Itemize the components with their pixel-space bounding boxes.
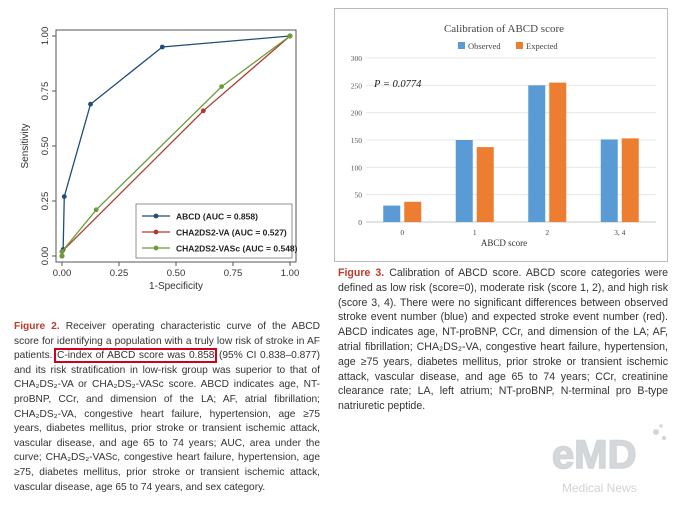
watermark-dot-icon (659, 424, 663, 428)
roc-legend-marker (154, 214, 159, 219)
calibration-y-tick-label: 200 (350, 108, 362, 118)
roc-series-point-2 (60, 249, 65, 254)
calibration-bar-expected (404, 202, 421, 222)
calibration-legend-swatch (458, 42, 465, 49)
calibration-category-label: 1 (472, 228, 477, 237)
calibration-bar-observed (528, 85, 545, 222)
roc-legend-label: CHA2DS2-VASc (AUC = 0.548) (176, 243, 298, 254)
calibration-bar-expected (549, 83, 566, 222)
roc-chart (14, 8, 322, 308)
calibration-category-label: 0 (400, 228, 405, 237)
watermark-dots-icon (653, 429, 659, 435)
c-index-highlight: C-index of ABCD score was 0.858 (57, 350, 215, 362)
roc-series-point-1 (201, 108, 206, 113)
roc-series-point-2 (219, 84, 224, 89)
calibration-bars (383, 83, 639, 237)
watermark-dot-icon (662, 436, 666, 440)
roc-y-tick-label: 0.75 (40, 81, 51, 101)
figure-3-caption (338, 266, 668, 414)
roc-series-point-2 (288, 34, 293, 39)
roc-y-tick-label: 0.50 (40, 136, 51, 156)
roc-legend-marker (154, 230, 159, 235)
calibration-bar-expected (622, 138, 639, 222)
calibration-title: Calibration of ABCD score (443, 23, 565, 35)
roc-legend-marker (154, 246, 159, 251)
emd-watermark-logo (548, 418, 674, 502)
roc-y-axis-label: Sensitivity (20, 123, 31, 169)
calibration-category-label: 3, 4 (614, 228, 626, 237)
calibration-bar-observed (383, 206, 400, 222)
roc-y-tick-label: 0.00 (40, 246, 51, 266)
figure-3-text: Calibration of ABCD score. ABCD score categories were defined as low risk (score=0), moderate risk (score 1, 2), and high risk (score 3, 4). There were no significant differences between observed stroke event number (blue) and expected stroke event number (red). ABCD indicates age, NT-proBNP, CCr, and dimension of the LA; AF, atrial fibrillation; CHA₂DS₂-VA, congestive heart failure, hypertension, age ≥75 years, diabetes mellitus, prior stroke or transient ischemic attack, vascular disease, and age 65 to 74 years; CCr, creatinine clearance rate; LA, left atrium; NT-proBNP, N-terminal pro B-type natriuretic peptide. (338, 267, 669, 413)
roc-x-tick-label: 0.50 (166, 268, 186, 279)
roc-series-point-0 (88, 102, 93, 107)
calibration-y-tick-label: 150 (350, 136, 362, 145)
figure-3-label: Figure 3. (338, 267, 385, 279)
calibration-y-tick-label: 100 (350, 163, 362, 173)
calibration-bar-observed (456, 140, 473, 222)
calibration-bar-observed (601, 139, 618, 222)
roc-y-tick-label: 1.00 (40, 26, 51, 46)
calibration-y-tick-label: 0 (358, 218, 362, 227)
roc-series-point-0 (160, 45, 165, 50)
figure-2-label: Figure 2. (14, 321, 60, 332)
roc-x-tick-label: 1.00 (280, 268, 300, 279)
calibration-legend-label: Observed (468, 41, 501, 51)
figure-2-text-a: Receiver operating characteristic curve of the ABCD score for identifying a population with a truly low risk of stroke in AF patients. (14, 321, 320, 362)
calibration-bar-expected (477, 147, 494, 222)
figure-2-text-b: (95% CI 0.838–0.877) and its risk stratification in low-risk group was superior to that of CHA₂DS₂-VA or CHA₂DS₂-VASc score. ABCD indicates age, NT-proBNP, CCr, and dimension of the LA; AF, atrial fibrillation; CHA₂DS₂-VA, congestive heart failure, hypertension, age ≥75 years, diabetes mellitus, prior stroke or transient ischemic attack, vascular disease, and age 65 to 74 years; AUC, area under the curve; CHA₂DS₂-VASc, congestive heart failure, hypertension, age ≥75, diabetes mellitus, prior stroke or transient ischemic attack, vascular disease, age 65 to 74 years, and sex category. (14, 350, 321, 493)
roc-legend-label: CHA2DS2-VA (AUC = 0.527) (176, 227, 287, 238)
watermark-subtitle: Medical News (562, 481, 637, 495)
roc-x-tick-label: 0.75 (223, 268, 243, 279)
roc-series-point-2 (94, 207, 99, 212)
p-value-annotation: P = 0.0774 (374, 79, 422, 90)
calibration-chart (334, 8, 670, 264)
calibration-y-tick-label: 300 (350, 54, 362, 63)
roc-legend-label: ABCD (AUC = 0.858) (176, 211, 258, 222)
roc-y-tick-label: 0.25 (40, 191, 51, 211)
roc-x-tick-label: 0.00 (52, 268, 72, 279)
roc-series-point-0 (62, 194, 67, 199)
roc-x-tick-label: 0.25 (109, 268, 129, 279)
roc-x-axis-label: 1-Specificity (149, 281, 203, 292)
roc-legend (136, 204, 298, 258)
figure-2-caption (14, 320, 320, 495)
calibration-y-tick-label: 250 (350, 81, 362, 91)
calibration-y-tick-label: 50 (354, 190, 362, 200)
calibration-category-label: 2 (545, 228, 550, 237)
watermark-logo-text: eMD (552, 433, 637, 477)
calibration-x-axis-label: ABCD score (480, 238, 528, 248)
calibration-legend (458, 41, 558, 51)
calibration-legend-label: Expected (526, 41, 558, 51)
calibration-legend-swatch (516, 42, 523, 49)
roc-series-point-2 (60, 254, 65, 259)
